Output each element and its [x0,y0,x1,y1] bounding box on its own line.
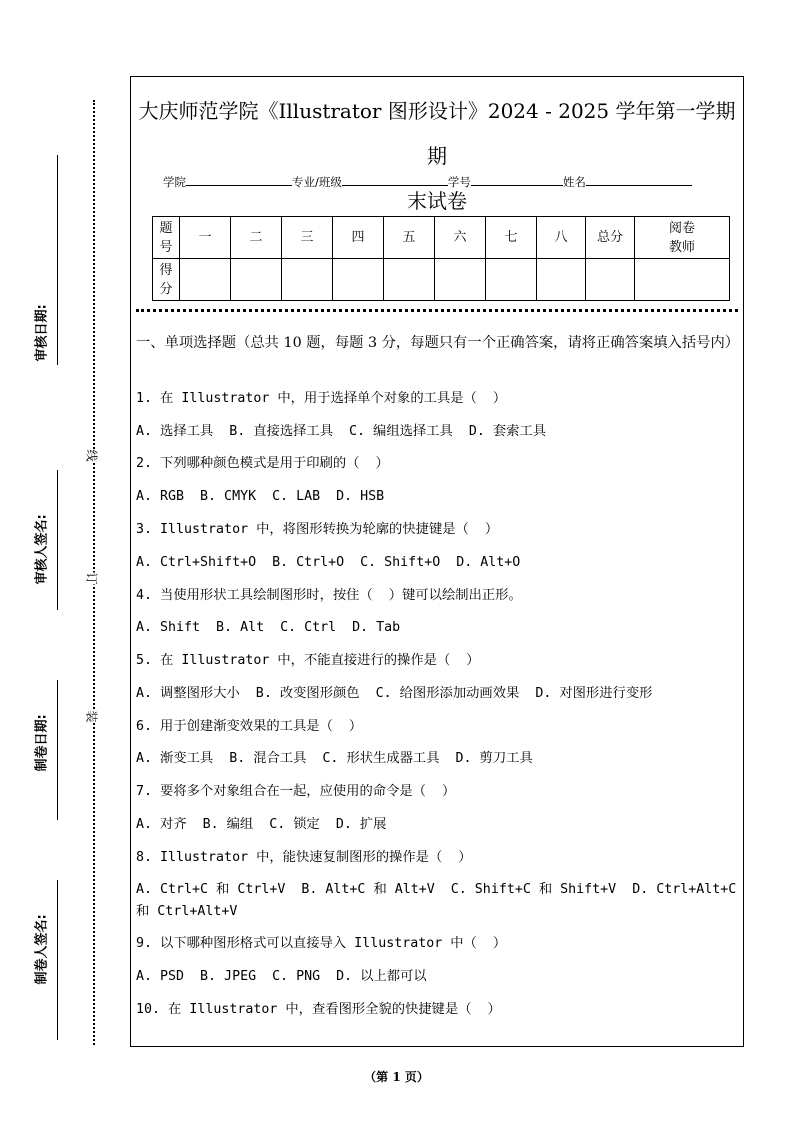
score-table-score-row [153,259,730,301]
question-options: A. 渐变工具 B. 混合工具 C. 形状生成器工具 D. 剪刀工具 [136,751,533,766]
question-options: A. PSD B. JPEG C. PNG D. 以上都可以 [136,969,427,984]
score-cell[interactable] [231,259,282,301]
score-header-cell: 五 [384,217,435,259]
score-header-cell: 七 [486,217,537,259]
score-header-cell: 三 [282,217,333,259]
score-header-cell: 二 [231,217,282,259]
line-word: 线 [82,449,103,461]
question-text: 7. 要将多个对象组合在一起，应使用的命令是（ ） [136,784,456,799]
student-id-field[interactable] [471,175,563,186]
question-text: 10. 在 Illustrator 中，查看图形全貌的快捷键是（ ） [136,1002,501,1017]
major-field[interactable] [342,175,448,186]
question-text: 4. 当使用形状工具绘制图形时，按住（ ）键可以绘制出正形。 [136,588,522,603]
score-header-cell: 六 [435,217,486,259]
title-line-2: 末试卷 [407,189,467,213]
score-cell[interactable] [586,259,635,301]
question-text: 8. Illustrator 中，能快速复制图形的操作是（ ） [136,850,472,865]
score-cell[interactable] [180,259,231,301]
score-cell[interactable] [635,259,730,301]
question-options: A. 选择工具 B. 直接选择工具 C. 编组选择工具 D. 套索工具 [136,424,547,439]
page-number: （第 1 页） [364,1070,429,1084]
score-cell[interactable] [384,259,435,301]
name-label: 姓名 [562,175,586,189]
college-label: 学院 [163,175,186,189]
question-text: 6. 用于创建渐变效果的工具是（ ） [136,719,363,734]
name-field[interactable] [586,175,692,186]
bind-word: 订 [82,572,103,584]
reviewer-sign-label: 审核人签名: [34,514,50,585]
score-cell[interactable] [282,259,333,301]
score-header-cell: 一 [180,217,231,259]
question-text: 3. Illustrator 中，将图形转换为轮廓的快捷键是（ ） [136,522,499,537]
sign-line [57,680,58,820]
question-options: A. 调整图形大小 B. 改变图形颜色 C. 给图形添加动画效果 D. 对图形进行变形 [136,686,653,701]
question-text: 9. 以下哪种图形格式可以直接导入 Illustrator 中（ ） [136,936,507,951]
exam-title [131,89,743,224]
sign-line [57,155,58,365]
college-field[interactable] [186,175,292,186]
question-options: A. RGB B. CMYK C. LAB D. HSB [136,489,385,504]
score-cell[interactable] [486,259,537,301]
question-options: A. Shift B. Alt C. Ctrl D. Tab [136,620,401,635]
score-header-cell: 题 号 [153,217,180,259]
section-heading: 一、单项选择题（总共 10 题，每题 3 分，每题只有一个正确答案，请将正确答案填入括号内） [136,335,740,351]
question-text: 5. 在 Illustrator 中，不能直接进行的操作是（ ） [136,653,480,668]
score-cell[interactable] [435,259,486,301]
question-options: A. Ctrl+C 和 Ctrl+V B. Alt+C 和 Alt+V C. Shift+C 和 Shift+V D. Ctrl+Alt+C 和 Ctrl+Alt+V [136,882,745,919]
major-label: 专业/班级 [292,175,342,189]
score-header-cell: 四 [333,217,384,259]
sign-line [57,880,58,1040]
dotted-separator [136,309,738,312]
question-options: A. Ctrl+Shift+O B. Ctrl+O C. Shift+O D. Alt+O [136,555,521,570]
student-info-row [163,174,692,190]
install-word: 装 [82,710,103,722]
maker-sign-label: 制卷人签名: [34,914,50,985]
score-cell[interactable] [333,259,384,301]
score-row-label: 得 分 [153,259,180,301]
student-id-label: 学号 [447,175,471,189]
sign-line [57,470,58,610]
title-line-1: 大庆师范学院《Illustrator 图形设计》2024 - 2025 学年第一学期期 [138,99,736,168]
question-text: 1. 在 Illustrator 中，用于选择单个对象的工具是（ ） [136,391,507,406]
reviewer-date-label: 审核日期: [34,304,50,362]
score-table [152,216,730,301]
score-header-cell: 总分 [586,217,635,259]
question-text: 2. 下列哪种颜色模式是用于印刷的（ ） [136,456,389,471]
question-options: A. 对齐 B. 编组 C. 锁定 D. 扩展 [136,817,387,832]
maker-date-label: 制卷日期: [34,714,50,772]
score-table-header-row [153,217,730,259]
score-cell[interactable] [537,259,586,301]
score-header-cell: 阅卷 教师 [635,217,730,259]
score-header-cell: 八 [537,217,586,259]
exam-frame [130,76,744,1047]
